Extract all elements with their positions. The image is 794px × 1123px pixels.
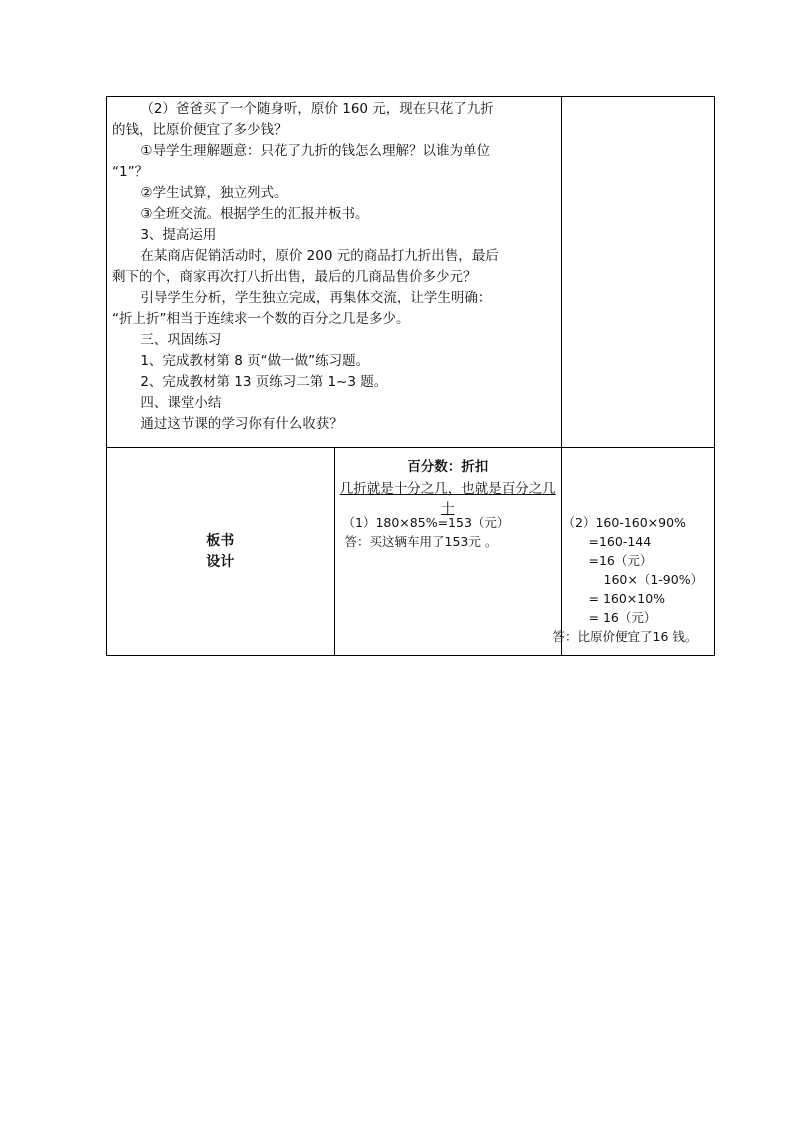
text-line: 通过这节课的学习你有什么收获？ [140, 416, 343, 432]
text-line: ①导学生理解题意：只花了九折的钱怎么理解？以谁为单位 [140, 143, 490, 159]
calc-line: 160×（1-90%） [603, 572, 704, 587]
label-line: 设计 [206, 553, 235, 570]
notes-cell [562, 97, 715, 448]
text-line: 在某商店促销活动时，原价 200 元的商品打九折出售，最后 [140, 248, 499, 264]
text-line: 引导学生分析，学生独立完成，再集体交流，让学生明确： [140, 290, 492, 306]
calculation-2 [552, 513, 704, 646]
calc-line: （2）160-160×90% [562, 515, 686, 530]
label-line: 板书 [206, 532, 235, 549]
calculation-1 [343, 513, 510, 551]
text-line: 3、提高运用 [140, 227, 217, 243]
text-line: ③全班交流。根据学生的汇报并板书。 [140, 206, 369, 222]
text-line: 的钱，比原价便宜了多少钱？ [112, 122, 288, 138]
text-line: “1”？ [112, 164, 149, 180]
text-line: 剩下的个，商家再次打八折出售，最后的几商品售价多少元？ [112, 269, 477, 285]
text-line: 1、完成教材第 8 页“做一做”练习题。 [140, 353, 370, 369]
board-subtitle-text: 几折就是十分之几，也就是百分之几十 [339, 481, 556, 517]
text-line: 2、完成教材第 13 页练习二第 1~3 题。 [140, 374, 388, 390]
calc-line: （1）180×85%=153（元） [342, 515, 510, 530]
lesson-plan-table [106, 96, 715, 656]
text-line: ②学生试算，独立列式。 [140, 185, 288, 201]
calc-line: 答：买这辆车用了153元 。 [344, 534, 498, 549]
text-line: （2）爸爸买了一个随身听，原价 160 元，现在只花了九折 [140, 101, 494, 117]
board-subtitle [335, 477, 562, 517]
text-line: “折上折”相当于连续求一个数的百分之几是多少。 [112, 311, 410, 327]
calc-line: =16（元） [588, 553, 653, 568]
calc-answer: 答：比原价便宜了16 钱。 [552, 629, 698, 644]
text-line: 三、巩固练习 [140, 332, 222, 348]
text-line: 四、课堂小结 [140, 395, 222, 411]
calc-line: = 160×10% [588, 591, 666, 606]
calc-line: =160-144 [588, 534, 652, 549]
board-design-label [107, 448, 335, 656]
process-row [107, 97, 715, 448]
process-content-cell [107, 97, 562, 448]
board-design-content [334, 448, 704, 656]
board-design-row [107, 448, 715, 656]
board-title: 百分数：折扣 [407, 459, 489, 475]
calc-line: = 16（元） [588, 610, 657, 625]
process-text [107, 97, 561, 435]
